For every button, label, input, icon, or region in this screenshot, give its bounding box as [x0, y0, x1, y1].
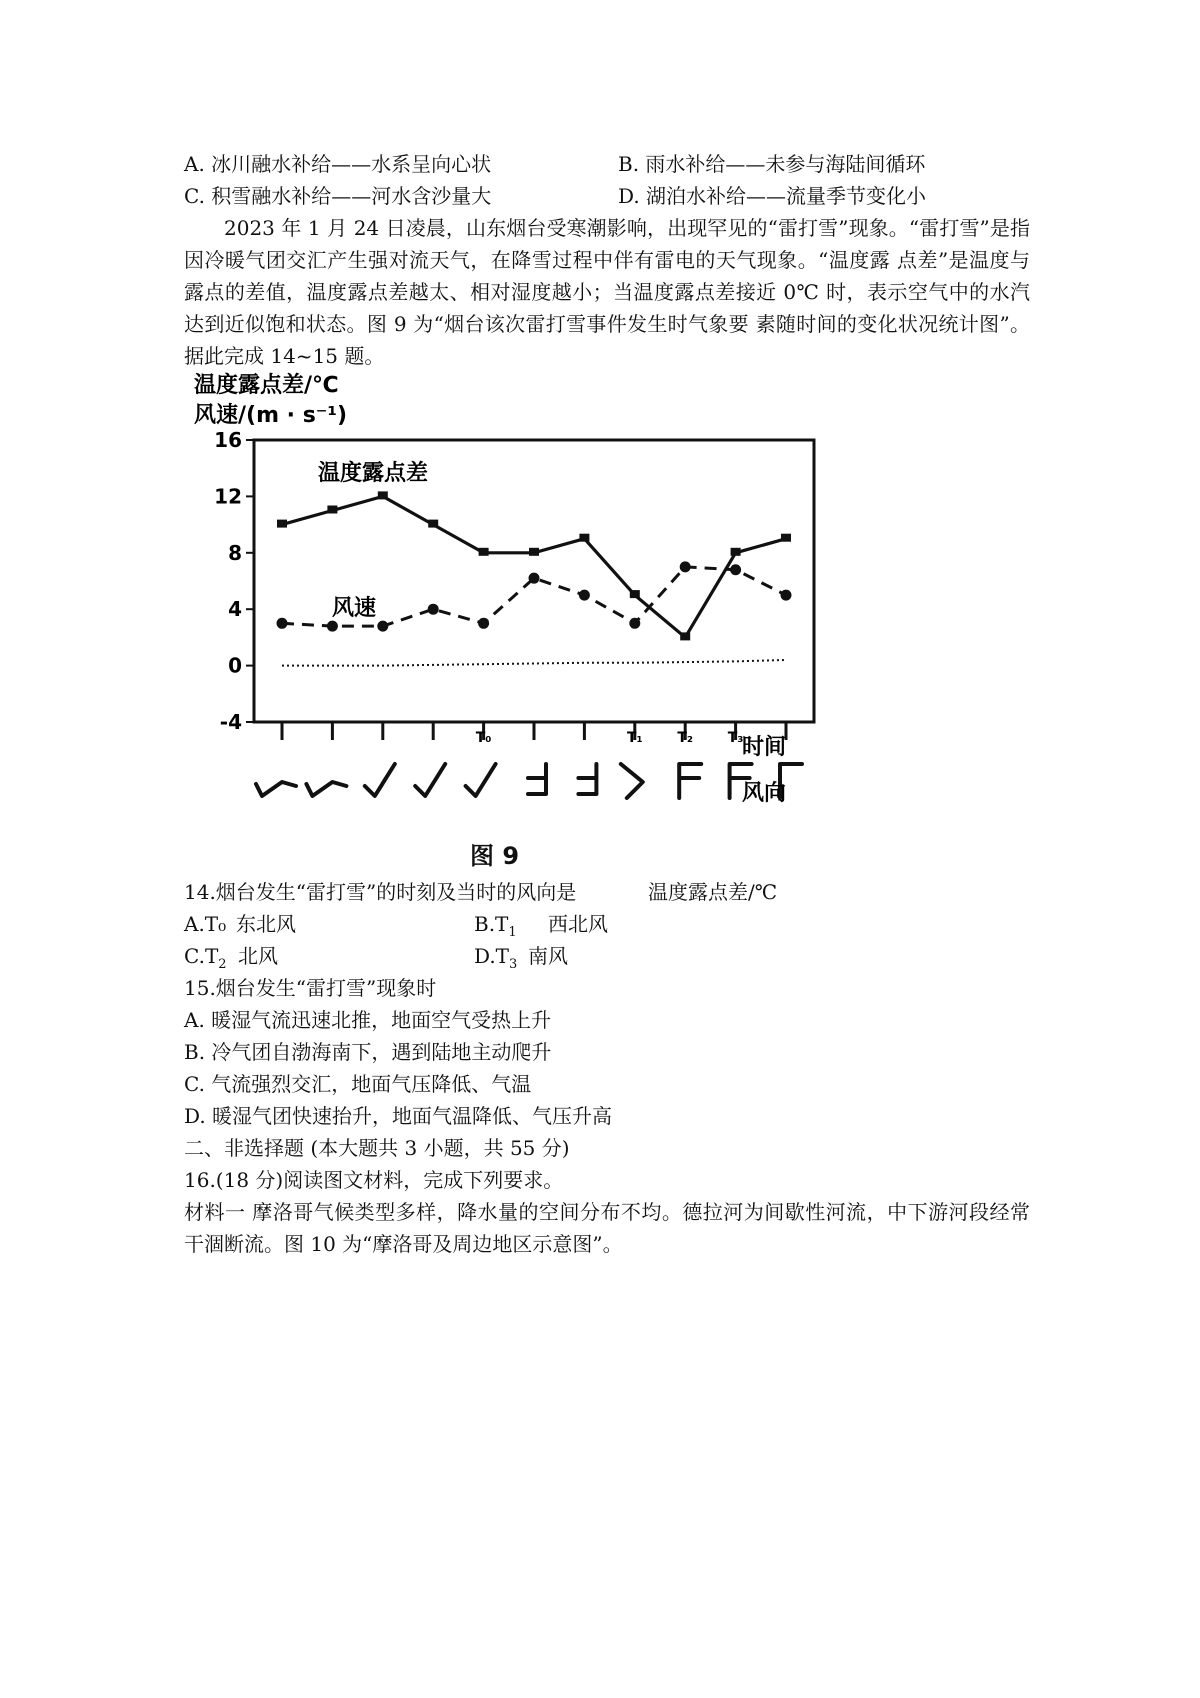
- q15-option-d: D. 暖湿气团快速抬升，地面气温降低、气压升高: [184, 1104, 613, 1128]
- figure-caption: 图 9: [470, 842, 520, 870]
- wind-direction-barb: [578, 764, 596, 794]
- series-1-point: [327, 506, 337, 514]
- time-mark-label: T₁: [626, 730, 643, 746]
- q14-stray-label: 温度露点差/℃: [648, 880, 778, 904]
- material-1-text: 材料一 摩洛哥气候类型多样，降水量的空间分布不均。德拉河为间歇性河流，中下游河段经常干涸断流。图 10 为“摩洛哥及周边地区示意图”。: [184, 1200, 1030, 1256]
- passage-paragraph: 2023 年 1 月 24 日凌晨，山东烟台受寒潮影响，出现罕见的“雷打雪”现象。“雷打雪”是指因冷暖气团交汇产生强对流天气，在降雪过程中伴有雷电的天气现象。“温度露 点差”是温度与露点的差值，温度露点差越太、相对湿度越小；当温度露点差接近 0℃ 时，表示空气中的水汽达到近似饱和状态。图 9 为“烟台该次雷打雪事件发生时气象要 素随时间的变化状况统计图”。据此完成 14~15 题。: [184, 216, 1030, 368]
- figure-9-chart: [190, 370, 870, 810]
- series-2-point: [529, 573, 540, 584]
- q13-option-d: D. 湖泊水补给——流量季节变化小: [618, 184, 927, 208]
- series-2-point: [629, 618, 640, 629]
- series-line-3: [282, 660, 786, 666]
- y-axis-label-wind-speed: 风速/(m · s⁻¹): [194, 403, 348, 428]
- series-1-point: [428, 520, 438, 528]
- material-1: [184, 1196, 1030, 1260]
- series-2-point: [478, 618, 489, 629]
- section2-heading: 二、非选择题 (本大题共 3 小题，共 55 分): [184, 1136, 570, 1160]
- q15-option-c: C. 气流强烈交汇，地面气压降低、气温: [184, 1072, 532, 1096]
- q14-option-b-text: 西北风: [548, 912, 608, 936]
- q14-option-c-text: 北风: [238, 944, 278, 968]
- q13-option-a: A. 冰川融水补给——水系呈向心状: [184, 152, 492, 176]
- series-1-point: [479, 548, 489, 556]
- q14-stem-text: 14.烟台发生“雷打雪”的时刻及当时的风向是: [184, 880, 577, 904]
- y-tick-label: 0: [228, 653, 242, 678]
- time-mark-label: T₀: [475, 730, 492, 746]
- series-2-point: [781, 590, 792, 601]
- series-1-point: [378, 491, 388, 499]
- q14-option-d-prefix: D.T: [474, 944, 510, 968]
- series-1-point: [277, 520, 287, 528]
- series-1-point: [579, 534, 589, 542]
- q14-option-d-text: 南风: [528, 944, 568, 968]
- y-tick-label: 8: [228, 540, 242, 565]
- series-2-point: [579, 590, 590, 601]
- series-2-point: [428, 604, 439, 615]
- wind-direction-barb: [466, 764, 496, 796]
- q13-option-c: C. 积雪融水补给——河水含沙量大: [184, 184, 492, 208]
- series-2-point: [680, 561, 691, 572]
- series-1-point: [680, 632, 690, 640]
- q14-option-b-sub: 1: [508, 925, 517, 940]
- q15-stem: 15.烟台发生“雷打雪”现象时: [184, 976, 437, 1000]
- q14-option-a-prefix: A.T₀: [184, 912, 227, 936]
- series-1-point: [781, 534, 791, 542]
- time-mark-label: T₂: [677, 730, 694, 746]
- series-1-point: [529, 548, 539, 556]
- wind-direction-barb: [256, 782, 296, 796]
- q14-option-a-text: 东北风: [236, 912, 296, 936]
- y-tick-label: -4: [219, 710, 242, 734]
- wind-direction-barb: [365, 764, 395, 796]
- wind-direction-barb: [528, 764, 546, 794]
- series-1-point: [630, 590, 640, 598]
- q14-option-c-sub: 2: [218, 957, 227, 972]
- series-2-point: [730, 564, 741, 575]
- series-2-point: [327, 621, 338, 632]
- y-axis-label-temp-dewpoint: 温度露点差/℃: [194, 373, 339, 398]
- series-label-temp-dewpoint: 温度露点差: [318, 461, 429, 486]
- series-2-point: [277, 618, 288, 629]
- series-2-point: [377, 621, 388, 632]
- passage: [184, 212, 1030, 372]
- q14-option-d: [474, 940, 568, 981]
- figure-9: [190, 370, 870, 806]
- series-label-wind-speed: 风速: [332, 596, 377, 621]
- x-axis-label-time: 时间: [742, 735, 787, 760]
- q14-option-b-prefix: B.T: [474, 912, 509, 936]
- y-tick-label: 12: [214, 484, 242, 509]
- wind-direction-barb: [415, 764, 445, 796]
- wind-direction-barb: [306, 782, 346, 796]
- y-tick-label: 16: [214, 428, 242, 452]
- q14-option-a: [184, 908, 296, 940]
- q16-stem: 16.(18 分)阅读图文材料，完成下列要求。: [184, 1168, 564, 1192]
- time-mark-label: T₃: [727, 730, 744, 746]
- q15-option-b: B. 冷气团自渤海南下，遇到陆地主动爬升: [184, 1040, 552, 1064]
- y-tick-label: 4: [228, 597, 242, 622]
- series-1-point: [731, 548, 741, 556]
- wind-direction-barb: [679, 764, 701, 798]
- q14-option-d-sub: 3: [509, 957, 518, 972]
- q15-option-a: A. 暖湿气流迅速北推，地面空气受热上升: [184, 1008, 552, 1032]
- wind-direction-label: 风向: [742, 781, 787, 806]
- wind-direction-symbols: [256, 764, 802, 798]
- q14-stem: [184, 876, 778, 908]
- q13-option-b: B. 雨水补给——未参与海陆间循环: [618, 152, 926, 176]
- wind-direction-barb: [621, 764, 643, 798]
- q14-option-c-prefix: C.T: [184, 944, 219, 968]
